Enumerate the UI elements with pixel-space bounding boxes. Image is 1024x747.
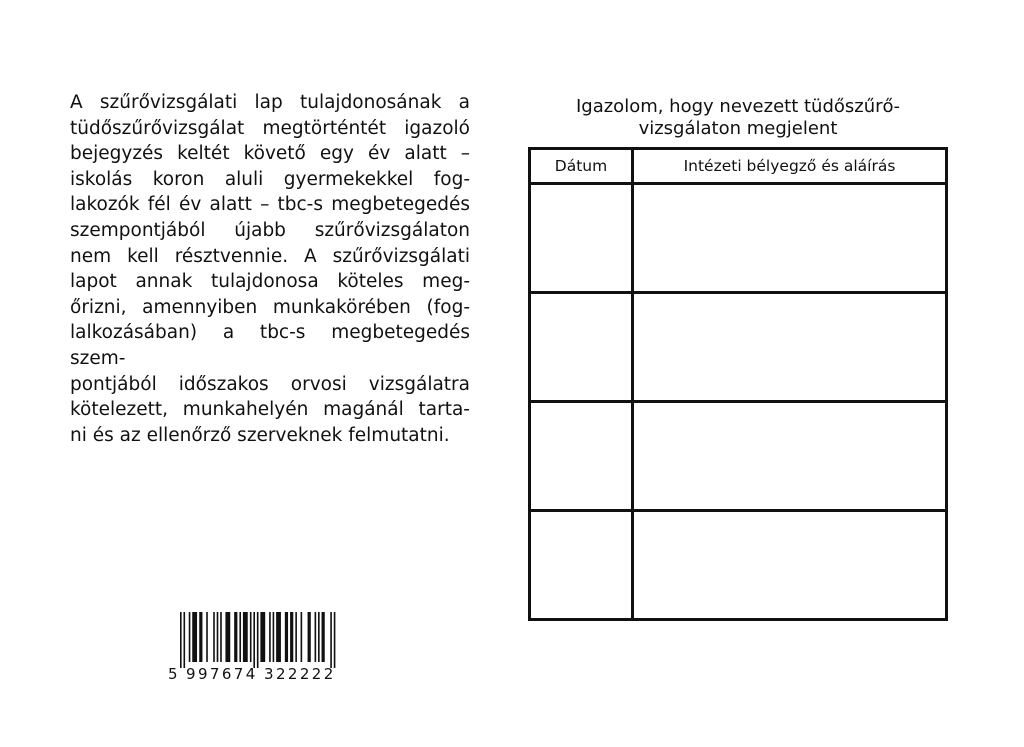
notice-line: pontjából időszakos orvosi vizsgálatra	[70, 373, 470, 395]
barcode-bar	[180, 612, 182, 668]
barcode-bar	[273, 612, 275, 662]
screening-notice	[70, 90, 470, 448]
barcode-bar	[253, 612, 255, 668]
stamp-signature-cell[interactable]	[633, 511, 947, 620]
barcode-bar	[260, 612, 265, 662]
barcode-bar	[269, 612, 271, 662]
notice-line: kötelezett, munkahelyén magánál tarta-	[70, 399, 470, 421]
barcode	[168, 612, 348, 686]
barcode-bar	[290, 612, 293, 662]
barcode-bar	[330, 612, 332, 668]
notice-line: lapot annak tulajdonosa köteles meg-	[70, 271, 470, 293]
barcode-number	[168, 665, 348, 683]
barcode-bar	[308, 612, 311, 662]
barcode-bar	[257, 612, 259, 668]
barcode-bar	[243, 612, 248, 662]
barcode-bar	[285, 612, 288, 662]
date-cell[interactable]	[530, 293, 633, 402]
date-column-header: Dátum	[530, 149, 633, 184]
barcode-bar	[183, 612, 185, 668]
table-header-row	[530, 149, 947, 184]
barcode-bar	[295, 612, 297, 662]
certification-title	[530, 96, 946, 140]
notice-paragraph	[70, 90, 470, 448]
notice-line: tüdőszűrővizsgálat megtörténtét igazoló	[70, 117, 470, 139]
notice-line: lakozók fél év alatt – tbc-s megbetegedés	[70, 194, 470, 216]
certification-title-line: vizsgálaton megjelent	[638, 118, 838, 139]
barcode-bar	[301, 612, 303, 662]
date-cell[interactable]	[530, 511, 633, 620]
stamp-signature-cell[interactable]	[633, 402, 947, 511]
barcode-group-left: 997674	[186, 665, 258, 683]
barcode-group-right: 322222	[264, 665, 336, 683]
barcode-first-digit: 5	[168, 665, 179, 683]
barcode-bar	[189, 612, 191, 662]
notice-line: bejegyzés keltét követő egy év alatt –	[70, 143, 470, 165]
notice-line: iskolás koron aluli gyermekekkel fog-	[70, 168, 470, 190]
certification-title-line: Igazolom, hogy nevezett tüdőszűrő-	[575, 96, 901, 117]
barcode-bar	[334, 612, 336, 668]
barcode-bar	[220, 612, 222, 662]
table-row	[530, 511, 947, 620]
stamp-signature-cell[interactable]	[633, 293, 947, 402]
notice-line: A szűrővizsgálati lap tulajdonosának a	[70, 92, 470, 113]
barcode-bar	[318, 612, 320, 662]
barcode-bar	[239, 612, 241, 662]
notice-line: nem kell résztvennie. A szűrővizsgálati	[70, 245, 470, 267]
barcode-bar	[199, 612, 202, 662]
barcode-bar	[322, 612, 325, 662]
barcode-bars	[180, 612, 346, 668]
barcode-bar	[206, 612, 208, 662]
barcode-bar	[234, 612, 237, 662]
barcode-bar	[225, 612, 230, 662]
stamp-signature-cell[interactable]	[633, 184, 947, 293]
notice-line: lalkozásában) a tbc-s megbetegedés szem-	[70, 322, 470, 369]
table-row	[530, 402, 947, 511]
certification-table	[528, 147, 948, 621]
stamp-column-header: Intézeti bélyegző és aláírás	[633, 149, 947, 184]
table-row	[530, 184, 947, 293]
barcode-bar	[217, 612, 219, 662]
notice-line: ni és az ellenőrző szerveknek felmutatni.	[70, 424, 450, 446]
barcode-bar	[192, 612, 197, 662]
date-cell[interactable]	[530, 402, 633, 511]
barcode-bar	[315, 612, 317, 662]
notice-line: őrizni, amennyiben munkakörében (fog-	[70, 296, 470, 318]
notice-line: szempontjából újabb szűrővizsgálaton	[70, 219, 470, 241]
date-cell[interactable]	[530, 184, 633, 293]
barcode-bar	[250, 612, 252, 662]
barcode-bar	[213, 612, 215, 662]
table-row	[530, 293, 947, 402]
barcode-bar	[276, 612, 281, 662]
